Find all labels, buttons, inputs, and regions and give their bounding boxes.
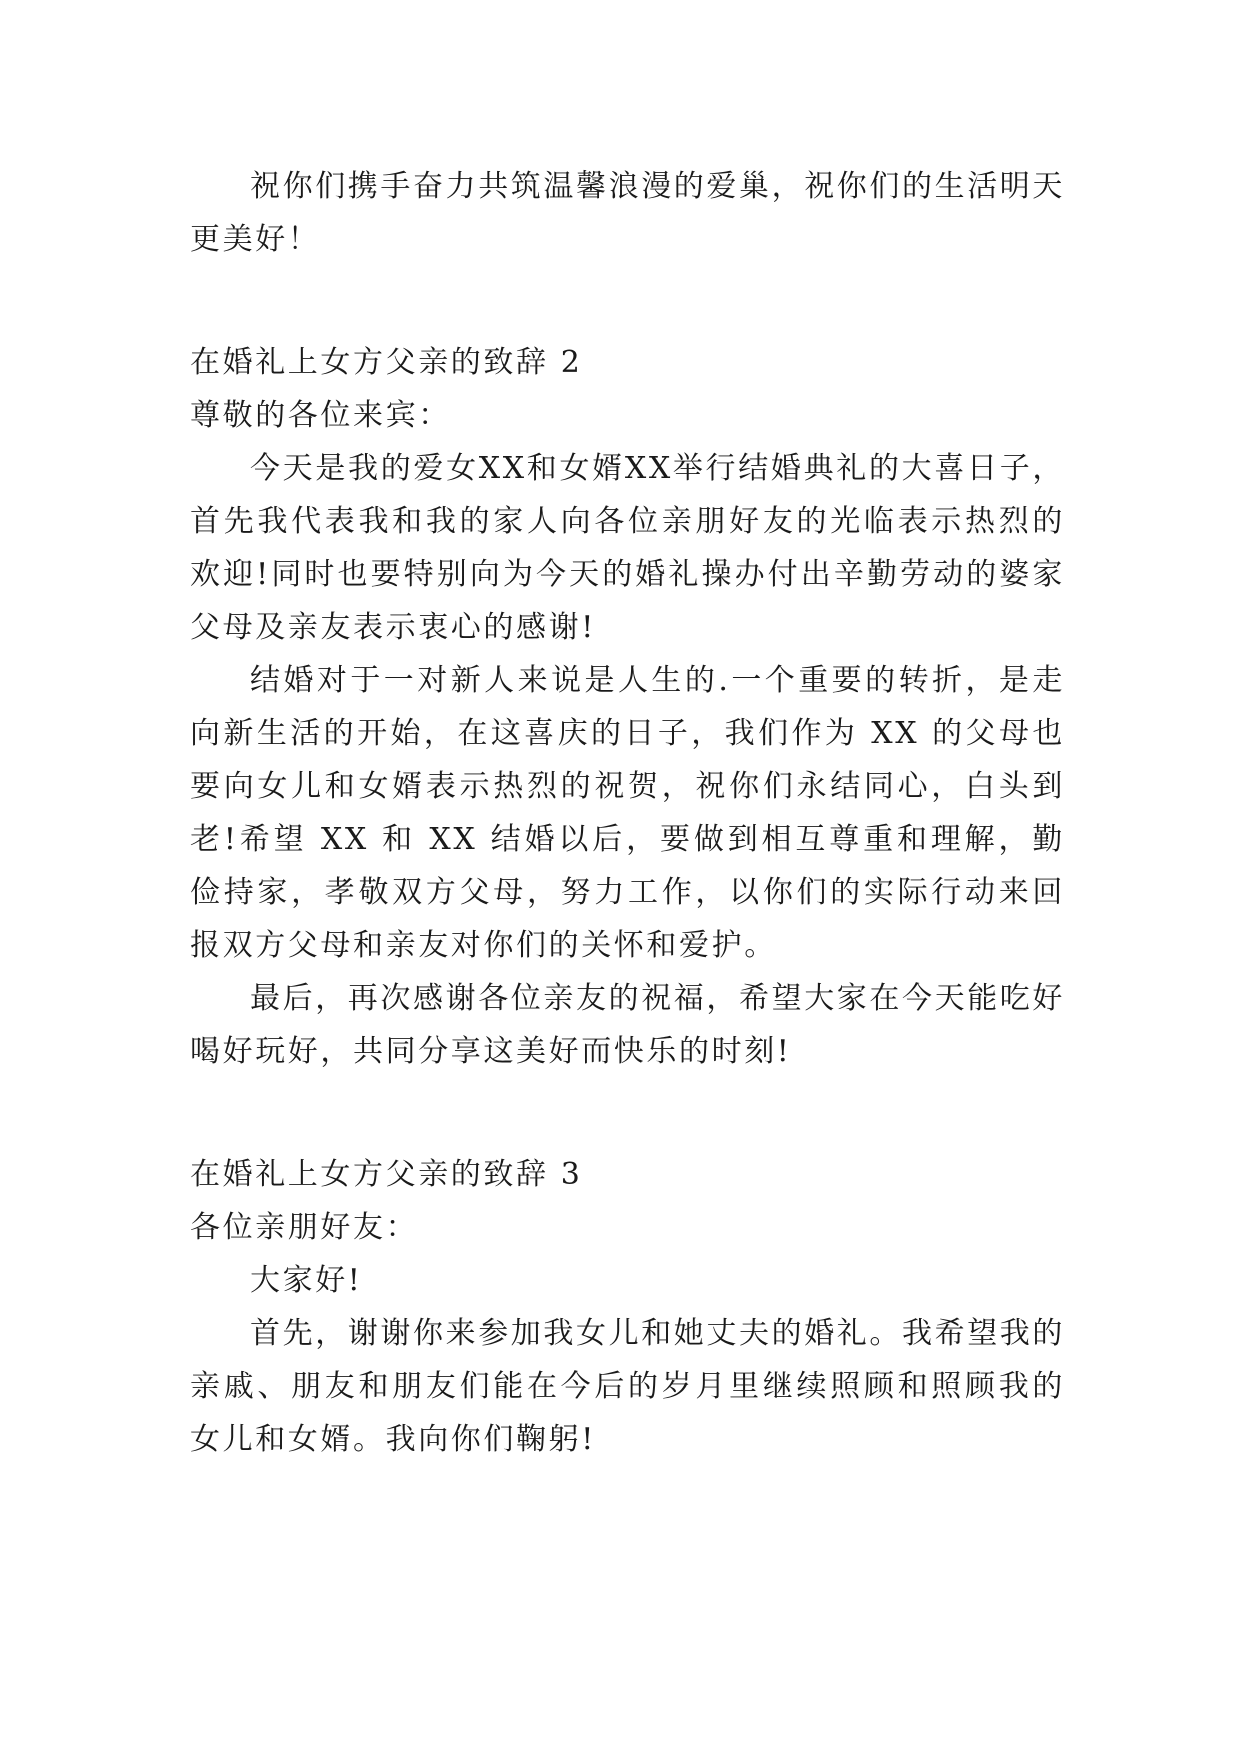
section-3-salutation: 各位亲朋好友：	[190, 1210, 419, 1245]
section-3-paragraph-2: 首先，谢谢你来参加我女儿和她丈夫的婚礼。我希望我的亲戚、朋友和朋友们能在今后的岁月里继续照顾和照顾我的女儿和女婿。我向你们鞠躬!	[190, 1316, 1065, 1457]
section-3-paragraph-1: 大家好!	[250, 1263, 363, 1298]
section-spacer	[190, 266, 1065, 336]
section-2-title: 在婚礼上女方父亲的致辞 2	[190, 345, 583, 380]
document-body	[190, 160, 1065, 1466]
section-2-paragraph-3: 最后，再次感谢各位亲友的祝福，希望大家在今天能吃好喝好玩好，共同分享这美好而快乐的时刻!	[190, 981, 1065, 1069]
section-spacer	[190, 1078, 1065, 1148]
section-2-paragraph-2: 结婚对于一对新人来说是人生的.一个重要的转折，是走向新生活的开始，在这喜庆的日子，我们作为 XX 的父母也要向女儿和女婿表示热烈的祝贺，祝你们永结同心，白头到老!希望 XX 和 XX 结婚以后，要做到相互尊重和理解，勤俭持家，孝敬双方父母，努力工作，以你们的实际行动来回报双方父母和亲友对你们的关怀和爱护。	[190, 663, 1065, 963]
section-2-paragraph-1: 今天是我的爱女XX和女婿XX举行结婚典礼的大喜日子，首先我代表我和我的家人向各位亲朋好友的光临表示热烈的欢迎!同时也要特别向为今天的婚礼操办付出辛勤劳动的婆家父母及亲友表示衷心的感谢!	[190, 451, 1065, 645]
intro-paragraph: 祝你们携手奋力共筑温馨浪漫的爱巢，祝你们的生活明天更美好！	[190, 169, 1065, 257]
section-2-salutation: 尊敬的各位来宾：	[190, 398, 451, 433]
section-3-title: 在婚礼上女方父亲的致辞 3	[190, 1157, 583, 1192]
